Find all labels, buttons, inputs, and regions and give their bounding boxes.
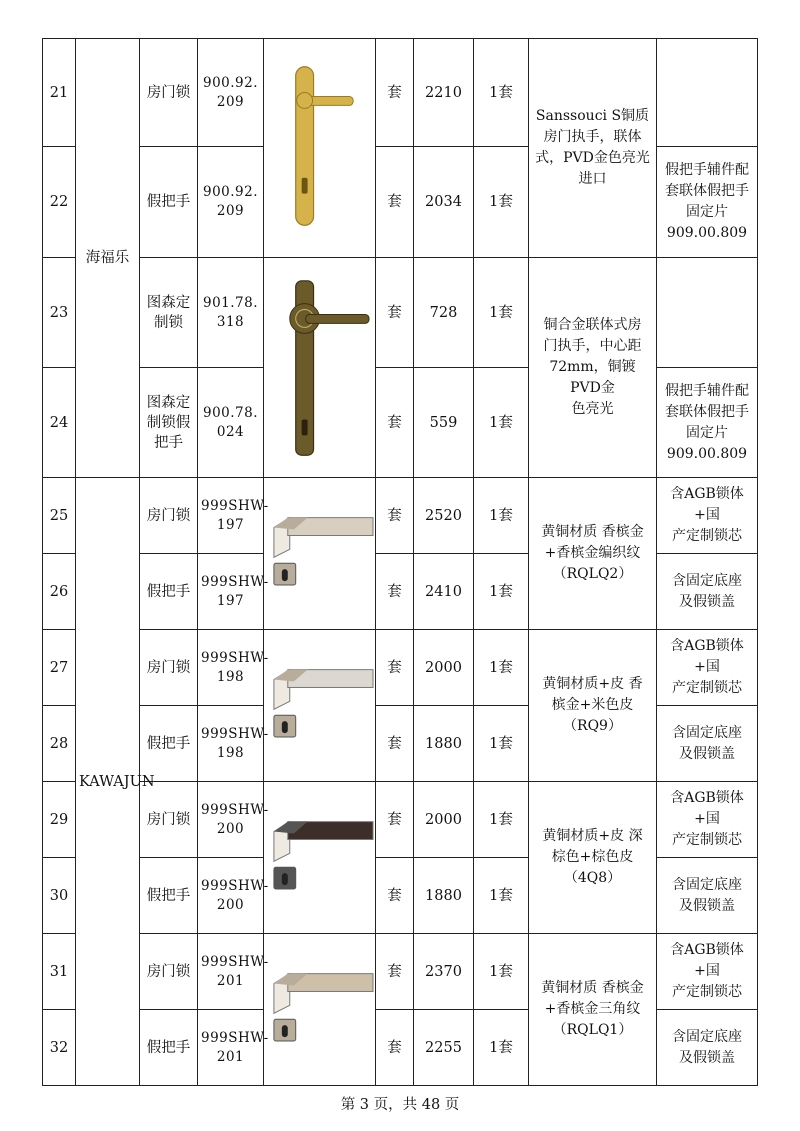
- product-price-table: [42, 38, 758, 1086]
- row-number: 25: [43, 478, 76, 554]
- row-number: 23: [43, 258, 76, 368]
- price-cell: 2000: [414, 630, 474, 706]
- champagne-woven-lever-handle-icon: [264, 478, 375, 629]
- unit-cell: 套: [376, 39, 414, 147]
- champagne-leather-lever-handle-icon: [264, 630, 375, 781]
- product-name: 图森定 制锁假 把手: [140, 368, 198, 478]
- table-row: [43, 782, 758, 858]
- product-name: 图森定 制锁: [140, 258, 198, 368]
- keyhole: [282, 873, 288, 885]
- quantity-cell: 1套: [474, 478, 529, 554]
- unit-cell: 套: [376, 368, 414, 478]
- row-number: 30: [43, 858, 76, 934]
- table-row: [43, 934, 758, 1010]
- row-number: 29: [43, 782, 76, 858]
- product-name: 假把手: [140, 1010, 198, 1086]
- page-footer: 第 3 页，共 48 页: [340, 1097, 460, 1113]
- keyhole: [282, 1025, 288, 1037]
- price-cell: 2000: [414, 782, 474, 858]
- product-name: 房门锁: [140, 934, 198, 1010]
- row-number: 22: [43, 147, 76, 258]
- brand-cell: 海福乐: [76, 39, 140, 478]
- unit-cell: 套: [376, 147, 414, 258]
- unit-cell: 套: [376, 706, 414, 782]
- product-image: [264, 258, 376, 478]
- note-cell: 含AGB锁体+国 产定制锁芯: [657, 478, 758, 554]
- price-cell: 2410: [414, 554, 474, 630]
- note-cell: [657, 258, 758, 368]
- unit-cell: 套: [376, 630, 414, 706]
- note-cell: 含AGB锁体+国 产定制锁芯: [657, 630, 758, 706]
- quantity-cell: 1套: [474, 147, 529, 258]
- product-name: 假把手: [140, 554, 198, 630]
- price-cell: 2255: [414, 1010, 474, 1086]
- quantity-cell: 1套: [474, 368, 529, 478]
- rosette: [297, 93, 313, 109]
- product-code: 999SHW- 200: [198, 858, 264, 934]
- quantity-cell: 1套: [474, 630, 529, 706]
- product-code: 901.78. 318: [198, 258, 264, 368]
- description-cell: Sanssouci S铜质 房门执手，联体 式，PVD金色亮光 进口: [529, 39, 657, 258]
- price-cell: 1880: [414, 858, 474, 934]
- product-code: 999SHW- 198: [198, 706, 264, 782]
- note-cell: 含固定底座 及假锁盖: [657, 706, 758, 782]
- product-code: 999SHW- 197: [198, 554, 264, 630]
- product-name: 房门锁: [140, 630, 198, 706]
- row-number: 26: [43, 554, 76, 630]
- note-cell: [657, 39, 758, 147]
- price-cell: 2034: [414, 147, 474, 258]
- product-code: 900.78. 024: [198, 368, 264, 478]
- product-image: [264, 630, 376, 782]
- product-code: 999SHW- 201: [198, 934, 264, 1010]
- quantity-cell: 1套: [474, 258, 529, 368]
- product-code: 900.92. 209: [198, 39, 264, 147]
- champagne-round-lever-handle-icon: [264, 934, 375, 1085]
- note-cell: 假把手辅件配 套联体假把手 固定片 909.00.809: [657, 368, 758, 478]
- note-cell: 含固定底座 及假锁盖: [657, 554, 758, 630]
- note-cell: 含固定底座 及假锁盖: [657, 1010, 758, 1086]
- unit-cell: 套: [376, 554, 414, 630]
- product-code: 999SHW- 198: [198, 630, 264, 706]
- note-cell: 含AGB锁体+国 产定制锁芯: [657, 934, 758, 1010]
- note-cell: 含AGB锁体+国 产定制锁芯: [657, 782, 758, 858]
- unit-cell: 套: [376, 934, 414, 1010]
- product-name: 假把手: [140, 147, 198, 258]
- brown-leather-lever-handle-icon: [264, 782, 375, 933]
- unit-cell: 套: [376, 782, 414, 858]
- product-name: 房门锁: [140, 39, 198, 147]
- product-image: [264, 39, 376, 258]
- quantity-cell: 1套: [474, 934, 529, 1010]
- price-cell: 2370: [414, 934, 474, 1010]
- unit-cell: 套: [376, 478, 414, 554]
- product-name: 房门锁: [140, 782, 198, 858]
- product-image: [264, 782, 376, 934]
- price-cell: 559: [414, 368, 474, 478]
- row-number: 32: [43, 1010, 76, 1086]
- unit-cell: 套: [376, 1010, 414, 1086]
- price-cell: 2520: [414, 478, 474, 554]
- table-row: [43, 630, 758, 706]
- quantity-cell: 1套: [474, 1010, 529, 1086]
- price-cell: 728: [414, 258, 474, 368]
- quantity-cell: 1套: [474, 782, 529, 858]
- quantity-cell: 1套: [474, 39, 529, 147]
- keyhole: [302, 178, 308, 194]
- product-code: 900.92. 209: [198, 147, 264, 258]
- description-cell: 黄铜材质 香槟金 +香槟金编织纹 （RQLQ2）: [529, 478, 657, 630]
- row-number: 31: [43, 934, 76, 1010]
- unit-cell: 套: [376, 858, 414, 934]
- row-number: 24: [43, 368, 76, 478]
- product-code: 999SHW- 200: [198, 782, 264, 858]
- note-cell: 含固定底座 及假锁盖: [657, 858, 758, 934]
- product-image: [264, 478, 376, 630]
- row-number: 28: [43, 706, 76, 782]
- product-code: 999SHW- 197: [198, 478, 264, 554]
- backplate: [296, 67, 314, 226]
- product-code: 999SHW- 201: [198, 1010, 264, 1086]
- keyhole: [302, 419, 308, 435]
- table-row: [43, 258, 758, 368]
- gold-plate-lever-handle-icon: [264, 39, 375, 257]
- product-image: [264, 934, 376, 1086]
- description-cell: 黄铜材质 香槟金 +香槟金三角纹 （RQLQ1）: [529, 934, 657, 1086]
- table-row: [43, 39, 758, 147]
- brand-cell: KAWAJUN: [76, 478, 140, 1086]
- lever-arm: [306, 314, 369, 323]
- quantity-cell: 1套: [474, 706, 529, 782]
- table-row: [43, 478, 758, 554]
- unit-cell: 套: [376, 258, 414, 368]
- product-name: 假把手: [140, 858, 198, 934]
- product-name: 房门锁: [140, 478, 198, 554]
- keyhole: [282, 721, 288, 733]
- row-number: 27: [43, 630, 76, 706]
- quantity-cell: 1套: [474, 554, 529, 630]
- description-cell: 黄铜材质+皮 香 槟金+米色皮 （RQ9）: [529, 630, 657, 782]
- product-name: 假把手: [140, 706, 198, 782]
- quantity-cell: 1套: [474, 858, 529, 934]
- keyhole: [282, 569, 288, 581]
- description-cell: 铜合金联体式房 门执手，中心距 72mm，铜镀PVD金 色亮光: [529, 258, 657, 478]
- note-cell: 假把手辅件配 套联体假把手 固定片 909.00.809: [657, 147, 758, 258]
- row-number: 21: [43, 39, 76, 147]
- price-cell: 1880: [414, 706, 474, 782]
- description-cell: 黄铜材质+皮 深 棕色+棕色皮 （4Q8）: [529, 782, 657, 934]
- bronze-plate-lever-handle-icon: [264, 259, 375, 477]
- price-cell: 2210: [414, 39, 474, 147]
